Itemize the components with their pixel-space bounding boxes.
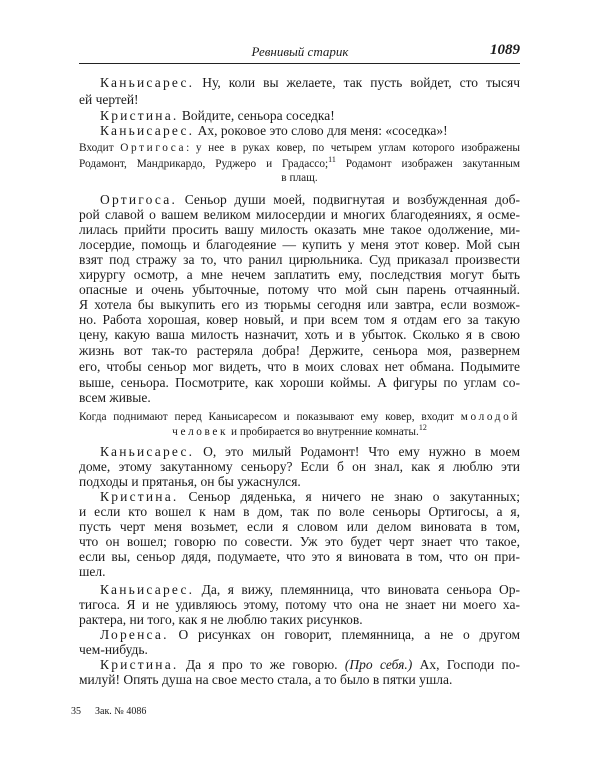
line-text: Входит (79, 142, 114, 154)
text-line: Я хотела бы выкупить его из тюрьмы сегодня или завтра, если возмож- (79, 297, 520, 312)
text-line: и если кто вошел к нам в дом, так по воле сеньоры Ортигосы, а я, (79, 504, 520, 519)
speaker-name: Каньисарес. (100, 123, 195, 138)
speaker-name: Ортигоса. (100, 192, 178, 207)
text-line (100, 74, 520, 92)
text-line: если вы, сеньор дядя, подумаете, что это я виновата в том, что он при- (79, 549, 520, 564)
order-number: Зак. № 4086 (95, 706, 147, 717)
line-text: Сеньор дяденька, я ничего не знаю о закутанных; (188, 489, 520, 504)
line-text: Сеньор души моей, подвигнутая и возбужденная доб- (184, 192, 520, 207)
speaker-name: Каньисарес. (100, 444, 195, 459)
text-line: хирургу осмотр, а мне нечем заплатить ему, последствия могут быть (79, 267, 520, 282)
stage-aside: (Про себя.) (344, 657, 413, 672)
text-line: взят под стражу за то, что ранил цирюльника. Суд приказал произвести (79, 252, 520, 267)
text-line: опасные и очень убыточные, потому что мой сын парень отчаянный. (79, 282, 520, 297)
text-line (100, 122, 520, 140)
text-line: лилась прийти просить вашу милость оказать мне такое одолжение, ми- (79, 222, 520, 237)
speaker-name: Каньисарес. (100, 75, 195, 90)
line-text: Ах, Господи по- (419, 657, 520, 672)
text-line: цену, какую ваша милость назначит, хоть и в убыток. Сколько я в свою (79, 327, 520, 342)
footnote-ref[interactable]: 11 (328, 156, 336, 165)
character-name: Ортигоса (120, 142, 187, 154)
speaker-name: Лоренса. (100, 627, 169, 642)
line-text: Ну, коли вы желаете, так пусть войдет, сто тысяч (202, 75, 520, 90)
speaker-name: Кристина. (100, 489, 179, 504)
text-line: его, чтобы сеньор мог видеть, что в моих словах нет обмана. Подымите (79, 359, 520, 374)
header-rule (79, 63, 520, 64)
text-line: шел. (79, 564, 106, 579)
text-line: жизнь вот так-то растеряла добра! Держите, сеньора моя, развернем (79, 343, 520, 358)
character-name: человек (172, 426, 229, 438)
footnote-ref[interactable]: 12 (418, 424, 427, 433)
stage-direction-line (79, 424, 520, 440)
text-line: что он вошел; говорю по совести. Уж это будет черт знает что такое, (79, 534, 520, 549)
stage-direction-line (79, 140, 520, 156)
text-line: чем-нибудь. (79, 642, 148, 657)
text-line: ей чертей! (79, 92, 139, 107)
text-line: тигоса. Я и не удивляюсь этому, потому что она не знает ни моего ха- (79, 597, 520, 612)
printer-footer (71, 706, 160, 717)
text-line: лосердие, помощь и благодеяние — купить у меня этот ковер. Мой сын (79, 237, 520, 252)
speaker-name: Кристина. (100, 108, 179, 123)
speaker-name: Каньисарес. (100, 582, 195, 597)
text-line: рой славой о вашем великом милосердии и многих благодеяниях, я осме- (79, 207, 520, 222)
character-name: молодой (460, 411, 520, 423)
line-text: О, это милый Родамонт! Что ему нужно в моем (203, 444, 520, 459)
text-line: подходы и прятанья, он бы ужаснулся. (79, 474, 301, 489)
text-line: милуй! Опять душа на свое место стала, а то было в пятки ушла. (79, 672, 453, 687)
stage-direction-line: в плащ. (281, 172, 318, 184)
line-text: Да, я вижу, племянница, что виновата сеньора Ор- (201, 582, 520, 597)
speaker-name: Кристина. (100, 657, 179, 672)
line-text: Родамонт, Мандрикардо, Руджеро и Градассо; (79, 158, 329, 170)
page-number: 1089 (490, 42, 520, 58)
text-line: выше, сеньора. Посмотрите, как хороши коймы. А фигуры по углам со- (79, 375, 520, 390)
line-text: и пробирается во внутренние комнаты. (228, 426, 419, 438)
running-title: Ревнивый старик (251, 44, 349, 59)
text-line: пусть черт меня возьмет, если я словом или делом виновата в том, (79, 519, 520, 534)
line-text: Ах, роковое это слово для меня: «соседка»! (197, 123, 448, 138)
line-text: Да я про то же говорю. (185, 657, 338, 672)
signature-mark: 35 (71, 706, 81, 717)
line-text: : у нее в руках ковер, по четырем углам которого изображены (186, 142, 520, 154)
stage-direction-line (79, 409, 520, 425)
text-line: рактера, ни того, как я не люблю таких рисунков. (79, 612, 363, 627)
text-line: доме, этому закутанному сеньору? Если б он знал, как я люблю эти (79, 459, 520, 474)
line-text: Когда поднимают перед Каньисаресом и показывают ему ковер, входит (79, 411, 454, 423)
line-text: Родамонт изображен закутанным (335, 158, 520, 170)
text-line: всем живые. (79, 390, 151, 405)
line-text: Войдите, сеньора соседка! (181, 108, 335, 123)
line-text: О рисунках он говорит, племянница, а не о другом (178, 627, 520, 642)
text-line: но. Работа хорошая, ковер новый, и при всем том я отдам его за такую (79, 312, 520, 327)
